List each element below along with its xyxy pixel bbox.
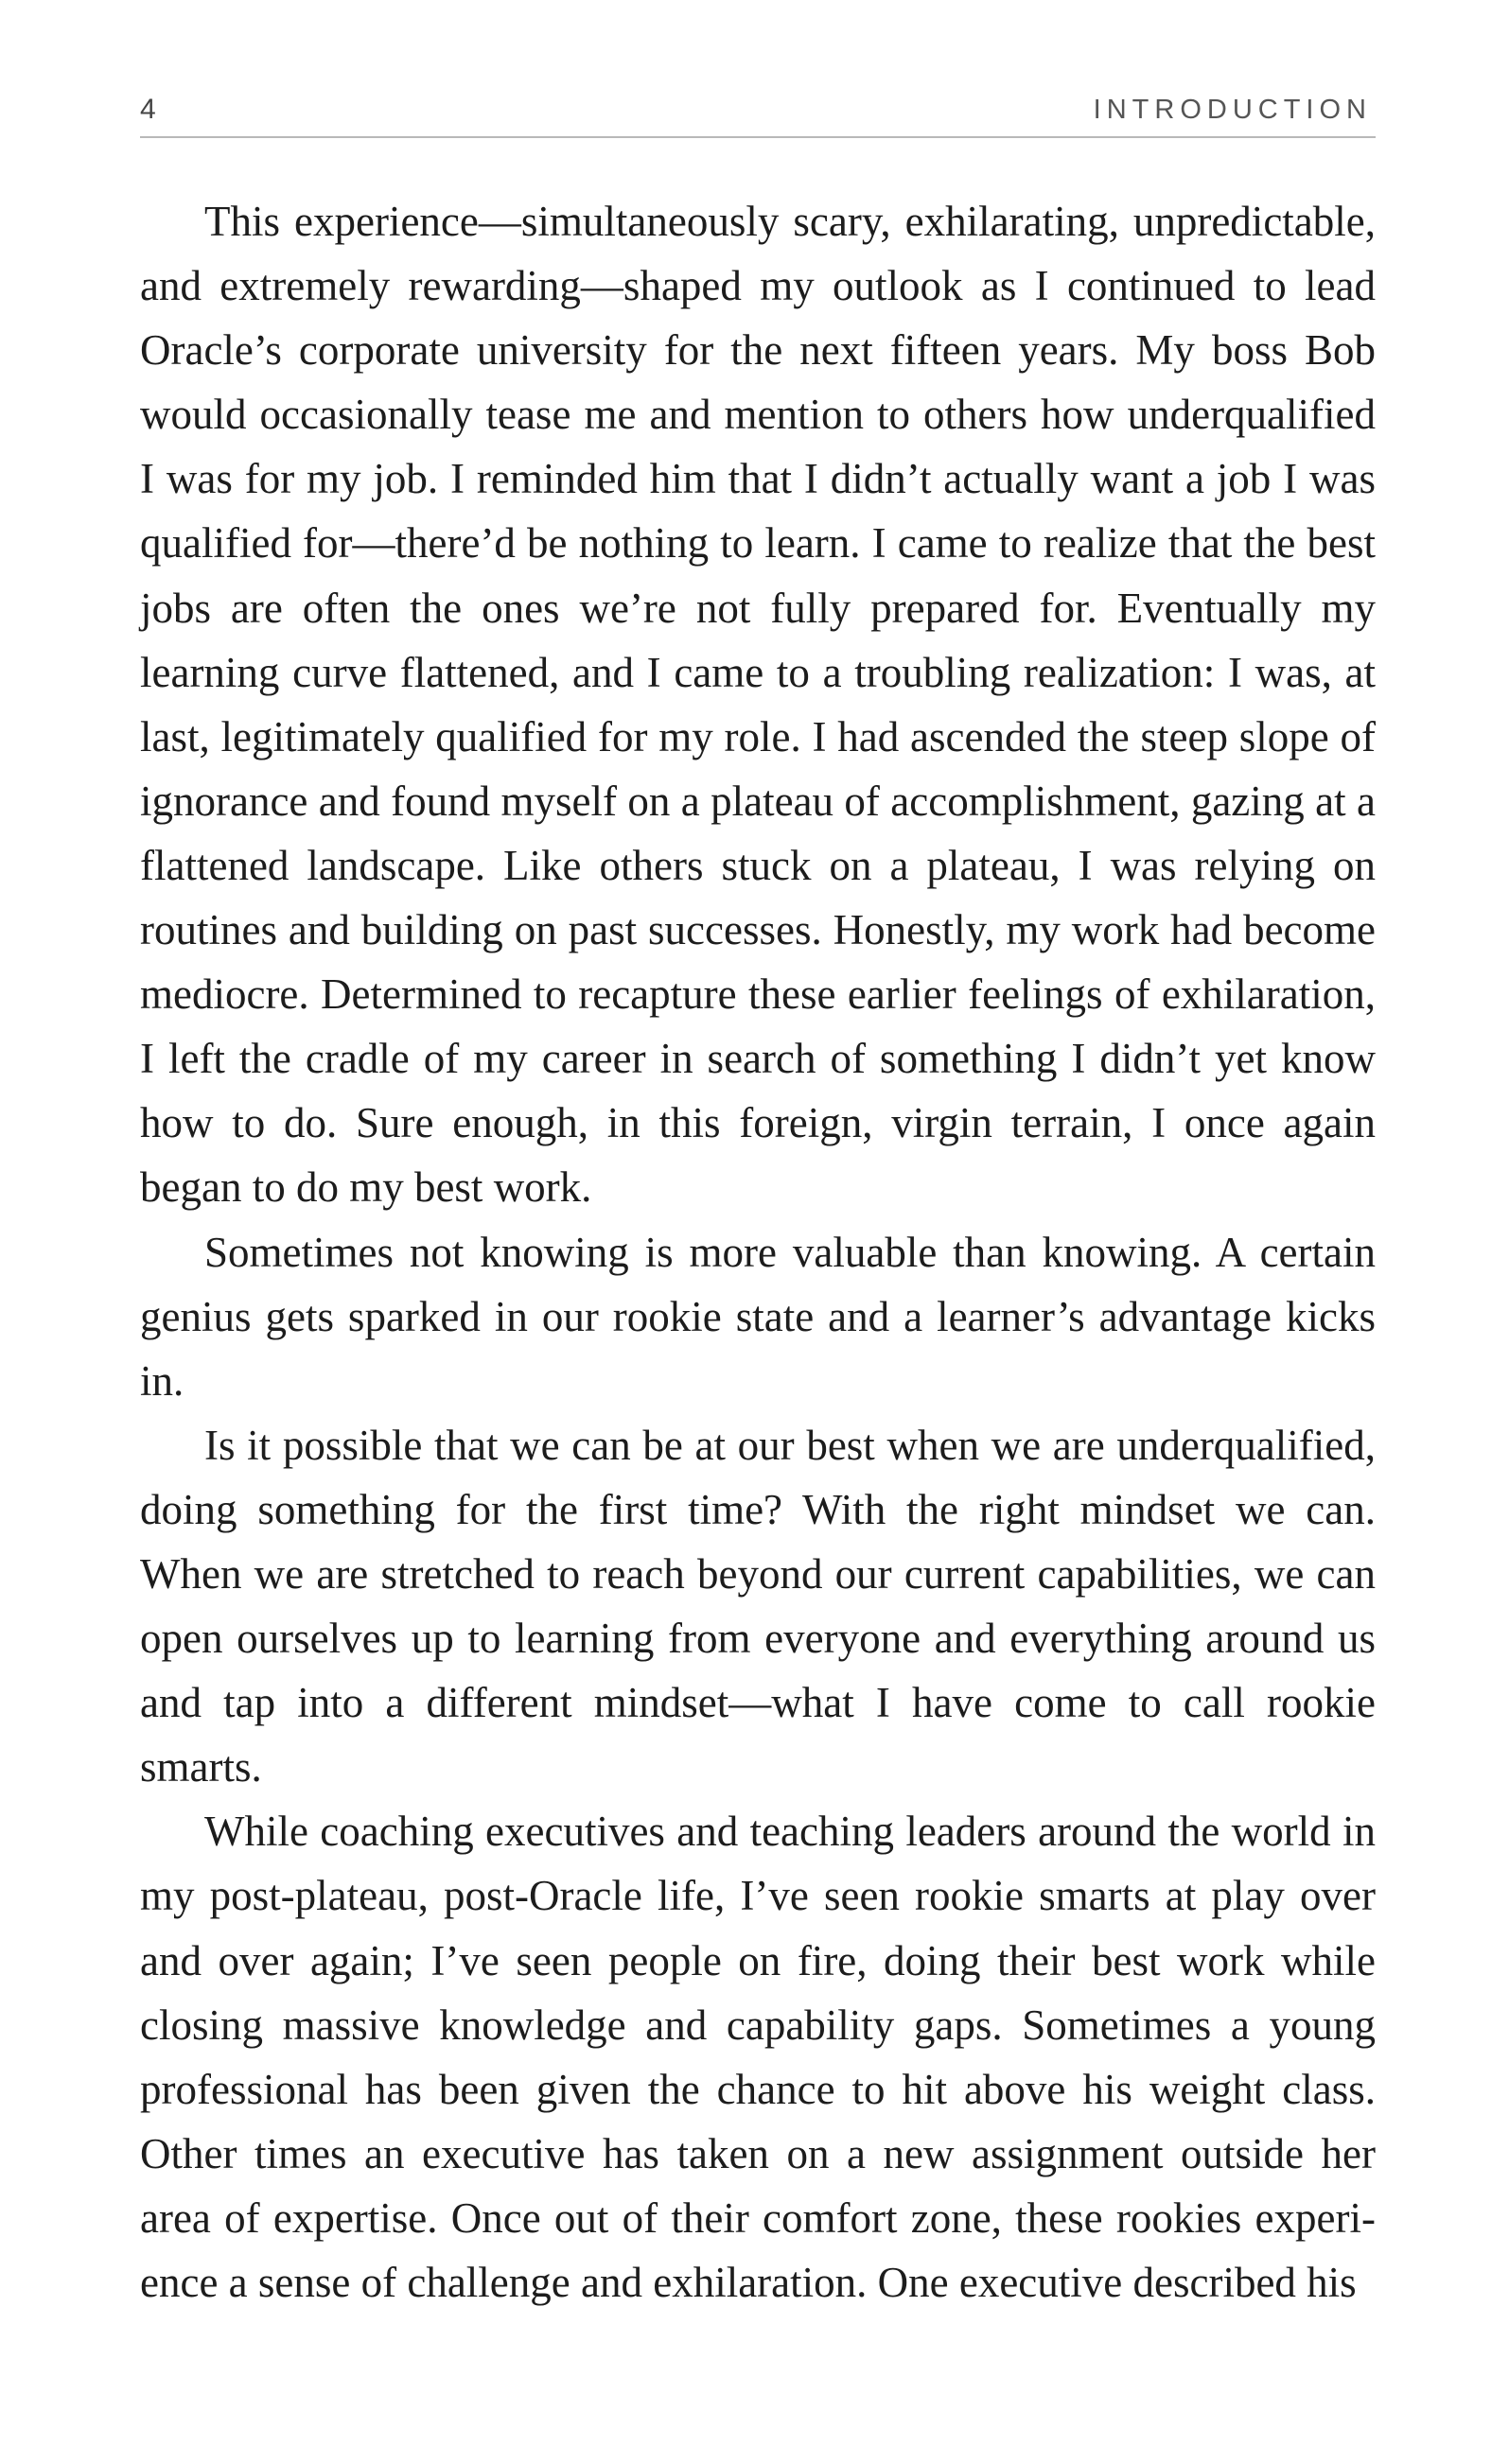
section-title: INTRODUCTION [1093,95,1372,125]
header-divider [140,136,1376,138]
running-head [140,91,1372,132]
paragraph: Sometimes not knowing is more valuable than knowing. A certain genius gets sparked in our rookie state and a learner’s advantage kicks in. [140,1228,1376,1405]
paragraph: Is it possible that we can be at our best when we are underqualified, doing something for the first time? With the right mindset we can. When we are stretched to reach beyond our current capabilities, we can open ourselves up to learning from everyone and everything around us and tap into a different mindset—what I have come to call rookie smarts. [140,1421,1376,1791]
body-text [140,189,1376,2315]
paragraph: This experience—simultaneously scary, exhilarating, unpredictable, and extremely rewarding—shaped my outlook as I continued to lead Oracle’s corporate university for the next fifteen years. My boss Bob would occasionally tease me and mention to others how underqualified I was for my job. I reminded him that I didn’t actually want a job I was qualified for—there’d be nothing to learn. I came to realize that the best jobs are often the ones we’re not fully prepared for. Eventually my learning curve flattened, and I came to a troubling realization: I was, at last, legitimately qualified for my role. I had ascended the steep slope of ignorance and found myself on a plateau of accomplishment, gazing at a flattened landscape. Like others stuck on a plateau, I was relying on routines and building on past successes. Honestly, my work had become mediocre. Determined to recapture these earlier feelings of exhilaration, I left the cradle of my career in search of something I didn’t yet know how to do. Sure enough, in this foreign, virgin terrain, I once again began to do my best work. [140,198,1376,1212]
page-number: 4 [140,94,156,125]
paragraph: While coaching executives and teaching leaders around the world in my post-plateau, post-Oracle life, I’ve seen rookie smarts at play over and over again; I’ve seen people on fire, doing their best work while closing massive knowledge and capability gaps. Sometimes a young professional has been given the chance to hit above his weight class. Other times an executive has taken on a new assignment outside her area of expertise. Once out of their comfort zone, these rookies experience a sense of challenge and exhilaration. One executive described his [140,1808,1376,2306]
